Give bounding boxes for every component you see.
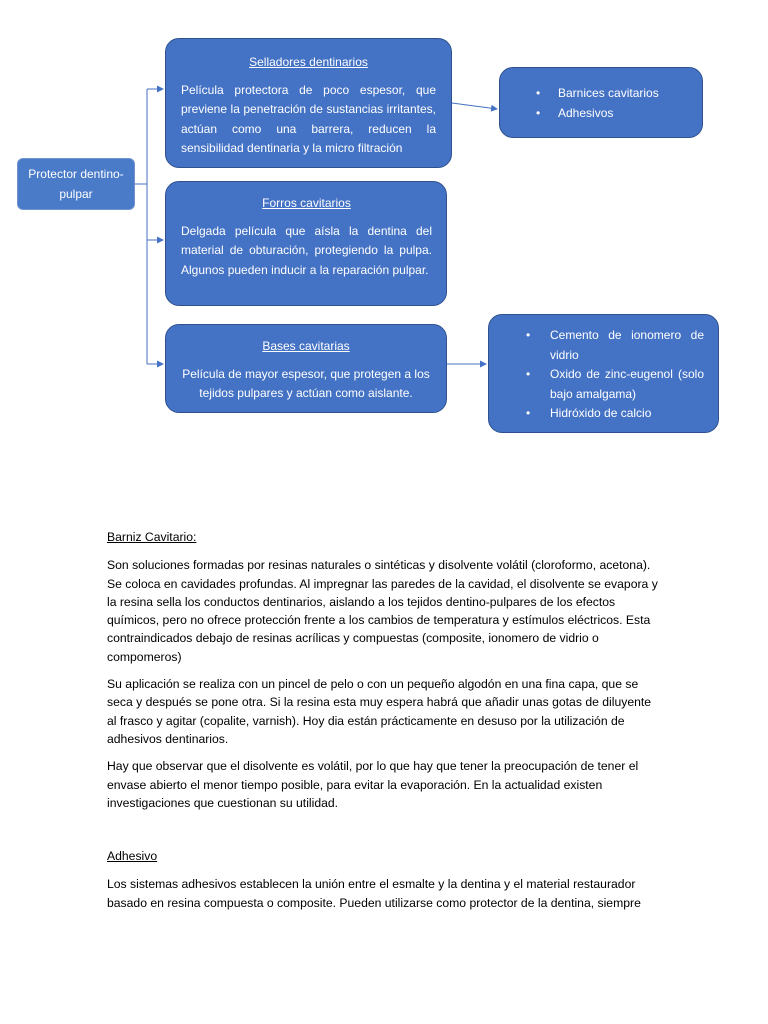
body-text (107, 528, 662, 921)
branch-description: Película protectora de poco espesor, que previene la penetración de sustancias irritantes, actúan como una barrera, reducen la sensibilidad dentinaria y la micro filtración (181, 82, 436, 155)
list-item: • Barnices cavitarios (500, 84, 702, 104)
branch-bases (165, 324, 447, 413)
list-item: • Adhesivos (500, 104, 702, 124)
section-heading-barniz: Barniz Cavitario: (107, 530, 197, 544)
concept-diagram (0, 0, 768, 460)
bases-examples-list (489, 326, 704, 424)
list-item: • Hidróxido de calcio (489, 404, 704, 424)
branch-selladores (165, 38, 452, 168)
section-spacer (107, 821, 662, 847)
paragraph: Su aplicación se realiza con un pincel de pelo o con un pequeño algodón en una fina capa, que se seca y después se pone otra. Si la resina esta muy espera habrá que añadir unas gotas de diluyente al frasco y agitar (copalite, varnish). Hoy dia están prácticamente en desuso por la utilización de adhesivos dentinarios. (107, 677, 652, 746)
section-heading-adhesivo: Adhesivo (107, 849, 158, 864)
paragraph: Los sistemas adhesivos establecen la unión entre el esmalte y la dentina y el material restaurador basado en resina compuesta o composite. Pueden utilizarse como protector de la dentina, siempre (107, 877, 641, 910)
arrow-to-sealers-examples (452, 103, 497, 109)
branch-title: Selladores dentinarios (249, 55, 368, 69)
root-node (17, 158, 135, 210)
branch-title: Bases cavitarias (262, 339, 350, 353)
branch-forros (165, 181, 447, 306)
list-item: • Cemento de ionomero de vidrio (489, 326, 704, 365)
paragraph: Son soluciones formadas por resinas naturales o sintéticas y disolvente volátil (cloroformo, acetona). Se coloca en cavidades profundas. Al impregnar las paredes de la cavidad, el disolvente se evapora y la resina sella los conductos dentinarios, aislando a los tejidos dentino-pulpares de los efectos químicos, pero no ofrece protección frente a los cambios de temperatura y estímulos eléctricos. Esta contraindicados debajo de resinas acrílicas y compuestas (composite, ionomero de vidrio o compomeros) (107, 558, 658, 664)
sealers-examples-box (499, 67, 703, 138)
list-item: • Oxido de zinc-eugenol (solo bajo amalgama) (489, 365, 704, 404)
root-label: Protector dentino-pulpar (28, 167, 124, 201)
branch-description: Película de mayor espesor, que protegen a los tejidos pulpares y actúan como aislante. (182, 366, 430, 400)
paragraph: Hay que observar que el disolvente es volátil, por lo que hay que tener la preocupación de tener el envase abierto el menor tiempo posible, para evitar la evaporación. En la actualidad existen investigaciones que cuestionan su utilidad. (107, 759, 639, 810)
sealers-examples-list (500, 84, 702, 123)
bases-examples-box (488, 314, 719, 433)
branch-title: Forros cavitarios (262, 196, 351, 210)
branch-description: Delgada película que aísla la dentina del material de obturación, protegiendo la pulpa. Algunos pueden inducir a la reparación pulpar. (181, 223, 432, 277)
